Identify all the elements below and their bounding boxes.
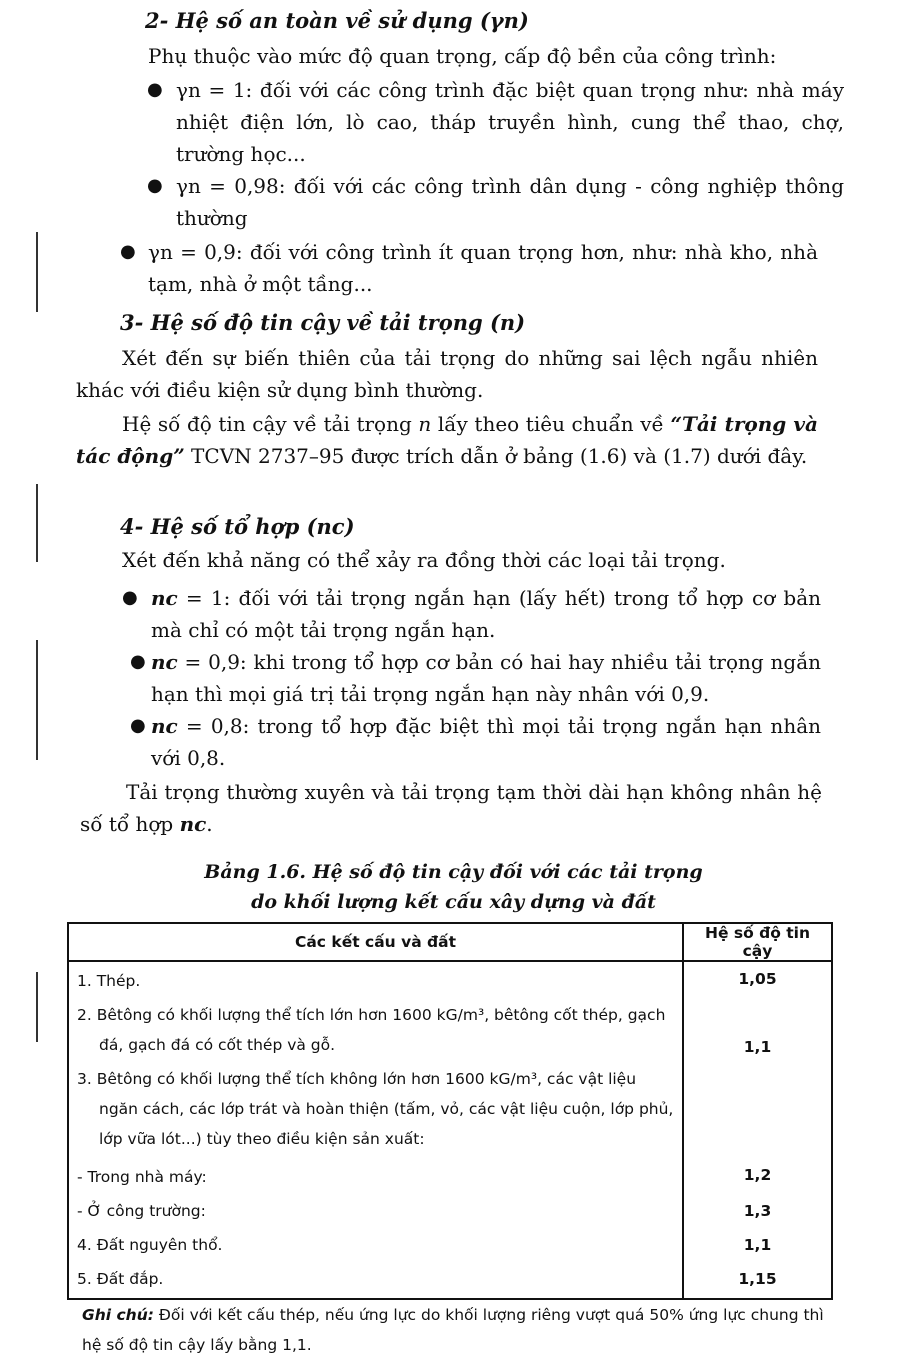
list-item-text — [151, 582, 821, 646]
margin-rule — [36, 640, 38, 760]
table-cell: 1,05 — [738, 970, 777, 988]
bullet-icon: ● — [130, 715, 146, 736]
note-label: Ghi chú: — [82, 1306, 154, 1324]
text-run: lấy theo tiêu chuẩn về — [431, 412, 671, 436]
section-4-intro: Xét đến khả năng có thể xảy ra đồng thời các loại tải trọng. — [122, 548, 726, 572]
text-run: . — [206, 812, 213, 836]
table-cell: - Ở công trường: — [68, 1196, 683, 1230]
bullet-icon: ● — [147, 175, 163, 196]
standard-title: “Tải trọng và tác động” — [76, 412, 818, 468]
table-cell: 2. Bêtông có khối lượng thể tích lớn hơn 1600 kG/m³, bêtông cốt thép, gạch đá, gạch đá có cốt thép và gỗ. — [68, 996, 683, 1062]
column-header: Các kết cấu và đất — [68, 923, 683, 961]
list-item-text: γn = 0,98: đối với các công trình dân dụng - công nghiệp thông thường — [176, 174, 844, 230]
symbol-nc: nc — [151, 714, 178, 738]
text-run: Tải trọng thường xuyên và tải trọng tạm thời dài hạn không nhân hệ số tổ hợp — [80, 780, 822, 836]
table-cell — [683, 1062, 832, 1158]
margin-rule — [36, 972, 38, 1042]
table-cell: 3. Bêtông có khối lượng thể tích không lớn hơn 1600 kG/m³, các vật liệu ngăn cách, các lớp trát và hoàn thiện (tấm, vỏ, các vật liệu cuộn, lớp phủ, lớp vữa lót...) tùy theo điều kiện sản xuất: — [68, 1062, 683, 1158]
table-header-row — [68, 923, 832, 961]
table-row — [68, 1196, 832, 1230]
section-3-paragraph: Xét đến sự biến thiên của tải trọng do những sai lệch ngẫu nhiên khác với điều kiện sử dụng bình thường. — [76, 346, 818, 402]
note-text: Đối với kết cấu thép, nếu ứng lực do khối lượng riêng vượt quá 50% ứng lực chung thì hệ số độ tin cậy lấy bằng 1,1. — [82, 1306, 824, 1354]
table-note — [82, 1300, 832, 1360]
table-row — [68, 1158, 832, 1196]
list-item-text: γn = 1: đối với các công trình đặc biệt quan trọng như: nhà máy nhiệt điện lớn, lò cao, tháp truyền hình, cung thể thao, chợ, trường học... — [176, 78, 844, 166]
symbol-n: n — [418, 412, 432, 436]
table-caption: Bảng 1.6. Hệ số độ tin cậy đối với các tải trọng — [204, 861, 703, 883]
table-cell: 1. Thép. — [68, 961, 683, 996]
text-run: TCVN 2737–95 được trích dẫn ở bảng (1.6) và (1.7) dưới đây. — [184, 444, 808, 468]
table-row — [68, 1264, 832, 1299]
table-cell: 1,1 — [743, 1236, 772, 1254]
table-cell: 1,2 — [743, 1166, 772, 1184]
bullet-icon: ● — [147, 79, 163, 100]
text-run: = 0,9: khi trong tổ hợp cơ bản có hai hay nhiều tải trọng ngắn hạn thì mọi giá trị tải trọng ngắn hạn này nhân với 0,9. — [151, 650, 821, 706]
text-run: Hệ số độ tin cậy về tải trọng — [122, 412, 419, 436]
section-2-heading: 2- Hệ số an toàn về sử dụng (γn) — [145, 8, 529, 33]
section-4-heading: 4- Hệ số tổ hợp (nc) — [120, 514, 355, 539]
text-run: = 0,8: trong tổ hợp đặc biệt thì mọi tải trọng ngắn hạn nhân với 0,8. — [151, 714, 821, 770]
table-cell: - Trong nhà máy: — [68, 1158, 683, 1196]
bullet-icon: ● — [120, 241, 136, 262]
list-item-text — [151, 710, 821, 774]
symbol-nc: nc — [151, 586, 178, 610]
section-3-heading: 3- Hệ số độ tin cậy về tải trọng (n) — [120, 310, 526, 335]
table-row — [68, 1230, 832, 1264]
table-row — [68, 996, 832, 1062]
bullet-icon: ● — [130, 651, 146, 672]
load-factor-table — [67, 922, 833, 1300]
margin-rule — [36, 232, 38, 312]
table-row — [68, 961, 832, 996]
symbol-nc: nc — [151, 650, 178, 674]
table-cell: 1,15 — [738, 1270, 777, 1288]
section-3-paragraph — [76, 408, 818, 472]
section-2-intro: Phụ thuộc vào mức độ quan trọng, cấp độ bền của công trình: — [148, 44, 777, 68]
table-caption: do khối lượng kết cấu xây dựng và đất — [251, 891, 656, 913]
margin-rule — [36, 484, 38, 562]
text-run: = 1: đối với tải trọng ngắn hạn (lấy hết) trong tổ hợp cơ bản mà chỉ có một tải trọng ngắn hạn. — [151, 586, 821, 642]
table-cell: 1,1 — [743, 1038, 772, 1056]
table-cell: 5. Đất đắp. — [68, 1264, 683, 1299]
table-cell: 1,3 — [743, 1202, 772, 1220]
list-item-text — [151, 646, 821, 710]
column-header: Hệ số độ tin cậy — [683, 923, 832, 961]
section-4-closing — [80, 776, 822, 840]
table-row — [68, 1062, 832, 1158]
bullet-icon: ● — [122, 587, 138, 608]
symbol-nc: nc — [179, 812, 207, 836]
list-item-text: γn = 0,9: đối với công trình ít quan trọng hơn, như: nhà kho, nhà tạm, nhà ở một tầng... — [148, 240, 818, 296]
table-cell: 4. Đất nguyên thổ. — [68, 1230, 683, 1264]
